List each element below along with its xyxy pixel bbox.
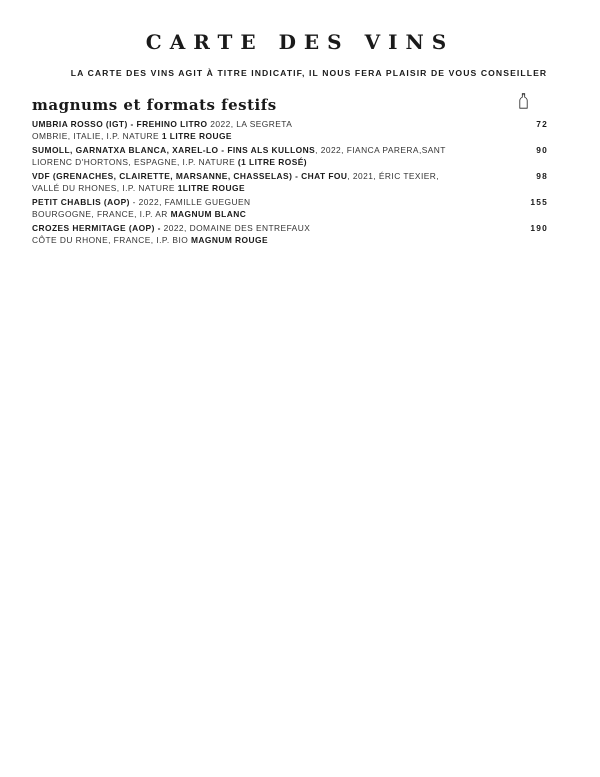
wine-price: 190 [530,223,548,233]
wine-bottle-icon [519,93,528,109]
wine-name: VDF (GRENACHES, CLAIRETTE, MARSANNE, CHASSELAS) - CHAT FOU [32,171,348,181]
wine-title-line [32,118,552,130]
wine-format: (1 LITRE ROSÉ) [237,157,308,167]
wine-item [32,144,552,170]
wine-format: 1 LITRE ROUGE [161,131,232,141]
wine-price: 98 [536,171,548,181]
wine-title-line [32,222,552,234]
wine-item [32,222,552,248]
wine-details: 2022, DOMAINE DES ENTREFAUX [160,223,311,233]
section-title: magnums et formats festifs [32,96,277,114]
wine-name: CROZES HERMITAGE (AOP) - [32,223,161,233]
wine-price: 72 [536,119,548,129]
wine-name: UMBRIA ROSSO (IGT) - FREHINO LITRO [32,119,208,129]
wine-format: MAGNUM BLANC [170,209,247,219]
wine-origin-line [32,208,552,220]
wine-list [32,118,552,248]
wine-name: PETIT CHABLIS (AOP) [32,197,130,207]
page-title: CARTE DES VINS [145,30,455,54]
wine-details: , 2022, FIANCA PARERA,SANT [315,145,446,155]
wine-title-line [32,170,552,182]
wine-origin: LIORENC D'HORTONS, ESPAGNE, I.P. NATURE [32,157,238,167]
wine-origin-line [32,130,552,142]
wine-origin: BOURGOGNE, FRANCE, I.P. AR [32,209,171,219]
wine-price: 90 [536,145,548,155]
wine-item [32,170,552,196]
wine-origin: OMBRIE, ITALIE, I.P. NATURE [32,131,162,141]
wine-title-line [32,196,552,208]
wine-details: - 2022, FAMILLE GUEGUEN [129,197,251,207]
wine-name: SUMOLL, GARNATXA BLANCA, XAREL-LO - FINS ALS KULLONS [32,145,316,155]
wine-origin-line [32,156,552,168]
wine-title-line [32,144,552,156]
wine-format: 1LITRE ROUGE [177,183,245,193]
wine-format: MAGNUM ROUGE [190,235,269,245]
wine-details: , 2021, ÉRIC TEXIER, [347,171,440,181]
wine-details: 2022, LA SEGRETA [207,119,293,129]
wine-price: 155 [530,197,548,207]
wine-item [32,196,552,222]
page-subtitle: LA CARTE DES VINS AGIT À TITRE INDICATIF, IL NOUS FERA PLAISIR DE VOUS CONSEILLER [70,68,548,78]
wine-origin-line [32,182,552,194]
wine-origin: CÔTE DU RHONE, FRANCE, I.P. BIO [32,235,191,245]
wine-origin: VALLÉ DU RHONES, I.P. NATURE [32,183,178,193]
wine-origin-line [32,234,552,246]
wine-item [32,118,552,144]
